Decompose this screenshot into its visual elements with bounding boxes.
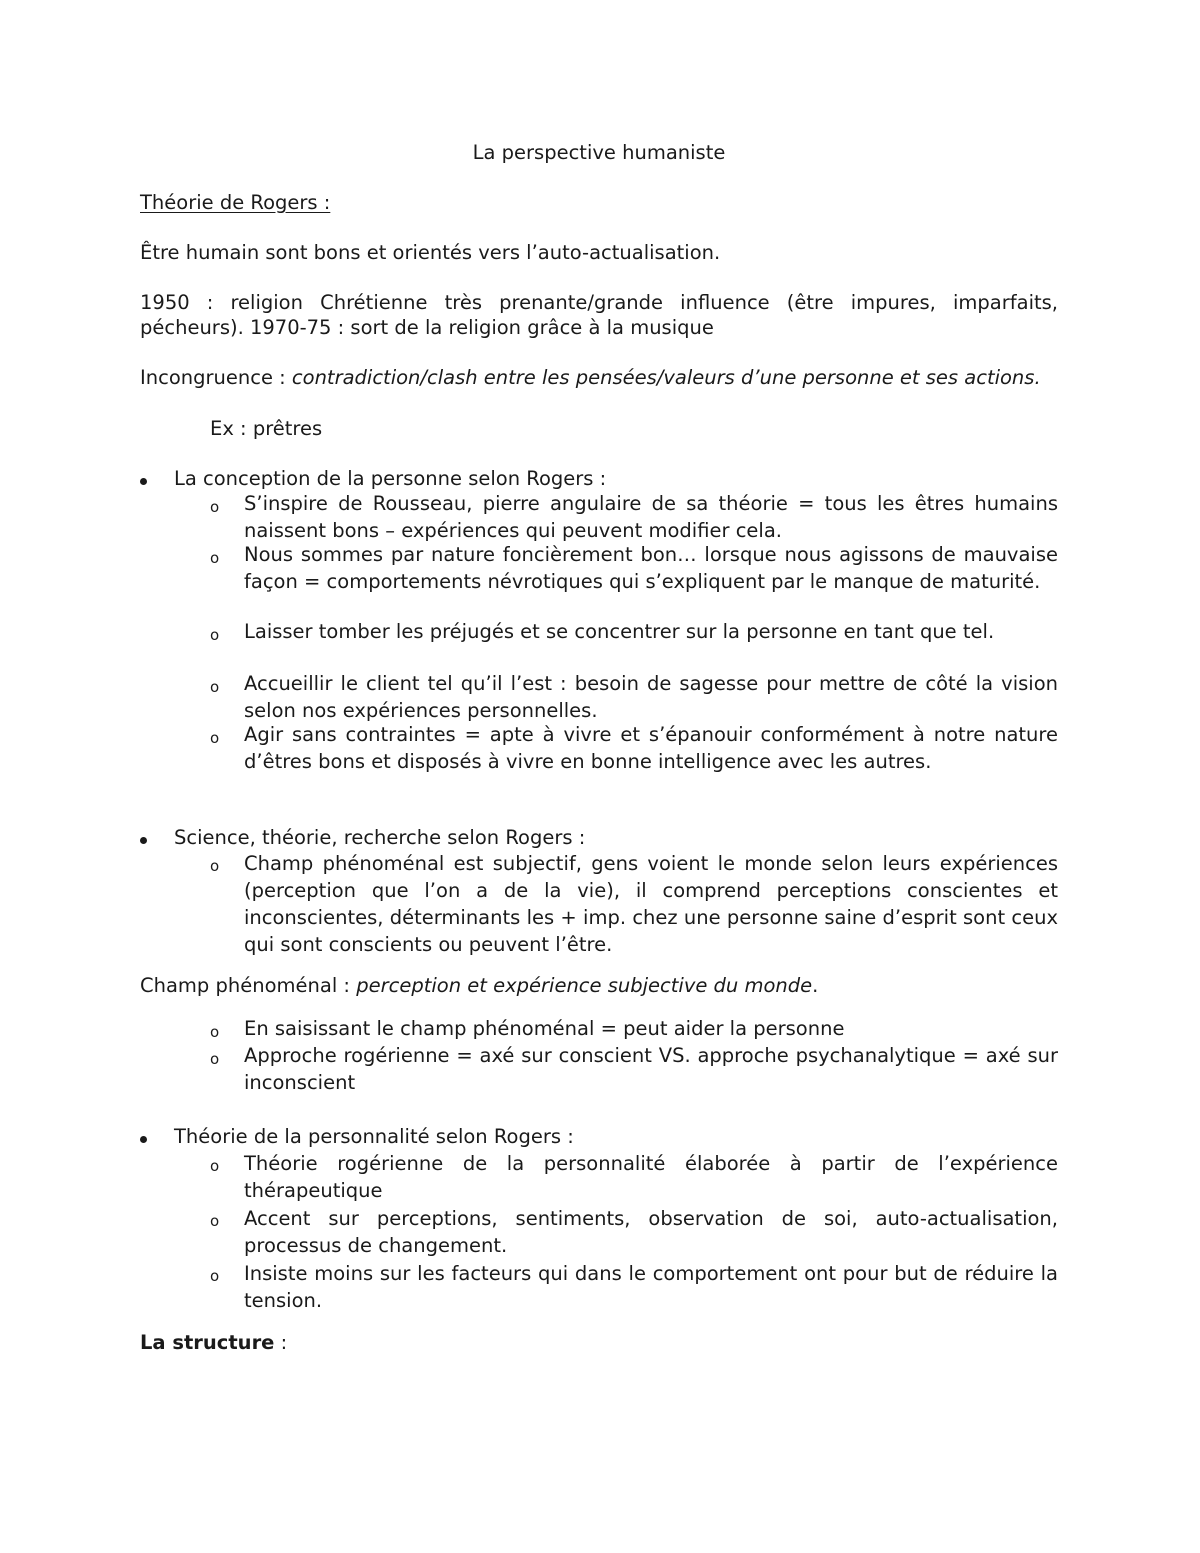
list-item-text: Accent sur perceptions, sentiments, observation de soi, auto-actualisation, processus de changement. (244, 1207, 1058, 1257)
list-item-text: Nous sommes par nature foncièrement bon… lorsque nous agissons de mauvaise façon = comportements névrotiques qui s’expliquent par le manque de maturité. (244, 543, 1058, 593)
section-heading-rogers (140, 190, 1058, 216)
list-item (210, 1016, 1058, 1043)
list-item-text: Insiste moins sur les facteurs qui dans le comportement ont pour but de réduire la tension. (244, 1262, 1058, 1312)
incongruence-example: Ex : prêtres (210, 417, 323, 440)
circle-bullet-icon: o (210, 678, 220, 696)
bullet-science-heading: Science, théorie, recherche selon Rogers : (174, 826, 586, 849)
bullet-dot-icon (140, 825, 150, 851)
circle-bullet-icon: o (210, 1023, 220, 1041)
structure-label: La structure (140, 1331, 275, 1354)
circle-bullet-icon: o (210, 1212, 220, 1230)
list-item-text: Théorie rogérienne de la personnalité élaborée à partir de l’expérience thérapeutique (244, 1152, 1058, 1202)
list-item-text: En saisissant le champ phénoménal = peut aider la personne (244, 1017, 845, 1040)
circle-bullet-icon: o (210, 857, 220, 875)
history-paragraph: 1950 : religion Chrétienne très prenante/grande influence (être impures, imparfaits, pécheurs). 1970-75 : sort de la religion grâce à la musique (140, 291, 1058, 339)
list-item-text: Agir sans contraintes = apte à vivre et s’épanouir conformément à notre nature d’êtres bons et disposés à vivre en bonne intelligence avec les autres. (244, 723, 1058, 773)
document-title: La perspective humaniste (472, 141, 726, 164)
list-item (210, 722, 1058, 775)
list-item (210, 491, 1058, 544)
champ-definition (140, 973, 1058, 999)
list-item-text: Laisser tomber les préjugés et se concentrer sur la personne en tant que tel. (244, 620, 995, 643)
list-item (210, 1205, 1058, 1259)
list-item (210, 1043, 1058, 1096)
incongruence-definition: contradiction/clash entre les pensées/valeurs d’une personne et ses actions. (291, 366, 1041, 389)
circle-bullet-icon: o (210, 1267, 220, 1285)
structure-colon: : (274, 1331, 288, 1354)
list-item-text: S’inspire de Rousseau, pierre angulaire de sa théorie = tous les êtres humains naissent bons – expériences qui peuvent modifier cela. (244, 492, 1058, 542)
circle-bullet-icon: o (210, 729, 220, 747)
list-item (210, 619, 1058, 646)
list-item (210, 850, 1058, 958)
list-item (210, 542, 1058, 595)
circle-bullet-icon: o (210, 549, 220, 567)
structure-heading (140, 1330, 1058, 1356)
circle-bullet-icon: o (210, 626, 220, 644)
section-heading-rogers-text: Théorie de Rogers : (140, 191, 331, 214)
incongruence-term: Incongruence : (140, 366, 292, 389)
list-item-text: Accueillir le client tel qu’il l’est : besoin de sagesse pour mettre de côté la vision selon nos expériences personnelles. (244, 672, 1058, 722)
list-item (210, 1260, 1058, 1314)
list-item (210, 1150, 1058, 1204)
incongruence-paragraph (140, 366, 1058, 390)
champ-definition-text: perception et expérience subjective du monde (356, 974, 813, 997)
champ-term: Champ phénoménal : (140, 974, 357, 997)
list-item-text: Champ phénoménal est subjectif, gens voient le monde selon leurs expériences (perception que l’on a de la vie), il comprend perceptions conscientes et inconscientes, déterminants les + imp. chez une personne saine d’esprit sont ceux qui sont conscients ou peuvent l’être. (244, 852, 1058, 956)
list-item-text: Approche rogérienne = axé sur conscient VS. approche psychanalytique = axé sur inconscient (244, 1044, 1058, 1094)
intro-paragraph: Être humain sont bons et orientés vers l’auto-actualisation. (140, 241, 721, 264)
bullet-conception-heading: La conception de la personne selon Rogers : (174, 467, 607, 490)
bullet-dot-icon (140, 466, 150, 492)
circle-bullet-icon: o (210, 1050, 220, 1068)
bullet-dot-icon (140, 1124, 150, 1150)
bullet-personality-heading: Théorie de la personnalité selon Rogers : (174, 1125, 574, 1148)
circle-bullet-icon: o (210, 498, 220, 516)
circle-bullet-icon: o (210, 1157, 220, 1175)
list-item (210, 671, 1058, 724)
champ-period: . (812, 974, 819, 997)
